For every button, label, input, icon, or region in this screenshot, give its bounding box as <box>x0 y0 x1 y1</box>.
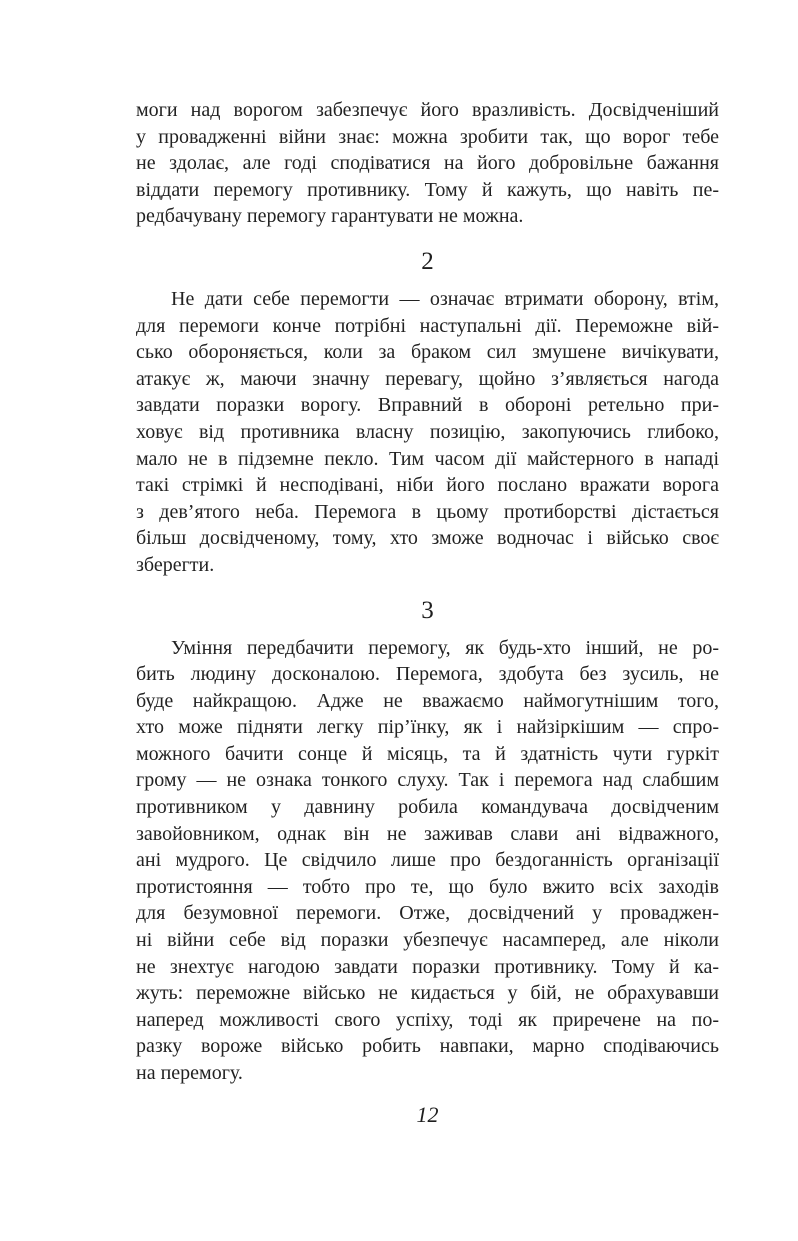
text-line: наперед можливості свого успіху, тоді як приречене на по- <box>136 1008 719 1031</box>
text-line: Уміння передбачити перемогу, як будь-хто інший, не ро- <box>171 636 719 659</box>
paragraph <box>136 286 719 579</box>
text-line: мало не в підземне пекло. Тим часом дії майстерного в нападі <box>136 447 719 470</box>
text-line: завдати поразки ворогу. Вправний в обороні ретельно при- <box>136 394 719 417</box>
text-line: сько обороняється, коли за браком сил змушене вичікувати, <box>136 341 719 364</box>
text-line: атакує ж, маючи значну перевагу, щойно з’являється нагода <box>136 367 719 390</box>
text-line: ховує від противника власну позицію, закопуючись глибоко, <box>136 420 719 443</box>
text-line: хто може підняти легку пір’їнку, як і найзіркішим — спро- <box>136 716 719 739</box>
text-block <box>136 97 719 1087</box>
text-line: противником у давнину робила командувача досвідченим <box>136 796 719 819</box>
text-line: моги над ворогом забезпечує його вразливість. Досвідченіший <box>136 99 719 121</box>
text-line: не здолає, але годі сподіватися на його добровільне бажання <box>136 152 719 175</box>
text-line: буде найкращою. Адже не вважаємо наймогутнішим того, <box>136 689 719 712</box>
text-line: для безумовної перемоги. Отже, досвідчений у проваджен- <box>136 902 719 925</box>
text-line: такі стрімкі й несподівані, ніби його послано вражати ворога <box>136 474 719 497</box>
text-line: завойовником, однак він не заживав слави ані відважного, <box>136 822 719 845</box>
text-line: можного бачити сонце й місяць, та й здатність чути гуркіт <box>136 742 719 765</box>
text-line: зберегти. <box>136 553 215 576</box>
text-line: грому — не ознака тонкого слуху. Так і перемога над слабшим <box>136 769 719 792</box>
text-line: не знехтує нагодою завдати поразки противнику. Тому й ка- <box>136 955 719 978</box>
paragraph <box>136 635 719 1087</box>
paragraph <box>136 97 719 230</box>
text-line: віддати перемогу противнику. Тому й кажуть, що навіть пе- <box>136 178 719 201</box>
text-line: жуть: переможне військо не кидається у бій, не обрахувавши <box>136 982 719 1005</box>
text-line: з дев’ятого неба. Перемога в цьому протиборстві дістається <box>136 500 719 523</box>
page-number: 12 <box>416 1102 439 1127</box>
text-line: разку вороже військо робить навпаки, марно сподіваючись <box>136 1035 719 1058</box>
section-number: 2 <box>421 247 434 275</box>
text-line: редбачувану перемогу гарантувати не можна. <box>136 205 524 228</box>
section-number: 3 <box>421 596 434 624</box>
text-line: ані мудрого. Це свідчило лише про бездоганність організації <box>136 849 719 872</box>
text-line: протистояння — тобто про те, що було вжито всіх заходів <box>136 875 719 898</box>
text-line: бить людину досконалою. Перемога, здобута без зусиль, не <box>136 663 719 686</box>
text-line: більш досвідченому, тому, хто зможе водночас і військо своє <box>136 527 719 550</box>
text-line: на перемогу. <box>136 1062 243 1084</box>
text-line: ні війни себе від поразки убезпечує насамперед, але ніколи <box>136 929 719 952</box>
text-line: для перемоги конче потрібні наступальні дії. Переможне вій- <box>136 314 719 337</box>
text-line: Не дати себе перемогти — означає втримати оборону, втім, <box>171 287 719 310</box>
text-line: у провадженні війни знає: можна зробити так, що ворог тебе <box>136 125 719 148</box>
